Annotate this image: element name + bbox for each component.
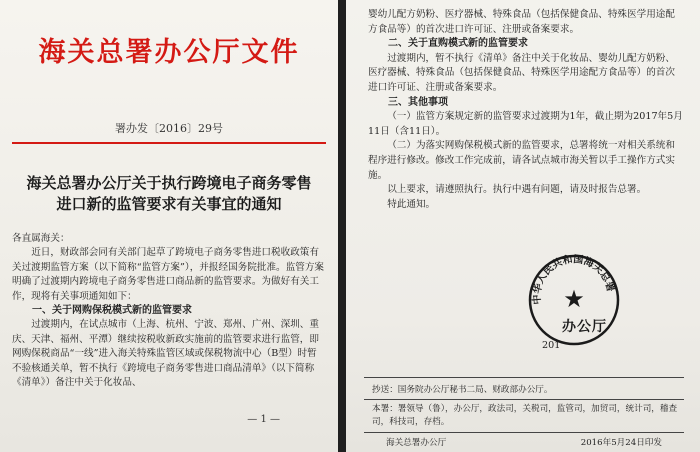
salutation: 各直属海关： bbox=[12, 233, 70, 244]
closing-line-2: 特此通知。 bbox=[387, 198, 436, 210]
cc-top-rule bbox=[364, 377, 684, 378]
send-to-line: 本署：署领导（鲁），办公厅，政法司，关税司，监管司，加贸司，统计司，稽查司，科技司，存档。 bbox=[372, 404, 678, 427]
left-page bbox=[0, 0, 338, 452]
seal-label: 办公厅 bbox=[562, 319, 607, 335]
seal-ring-text: 中华人民共和国海关总署 bbox=[531, 254, 616, 305]
item-one: （一）监管方案规定新的监管要求过渡期为1年，截止期为2017年5月11日（含11日）。 bbox=[368, 111, 683, 137]
paragraph-direct-purchase: 过渡期内，暂不执行《清单》备注中关于化妆品、婴幼儿配方奶粉、医疗器械、特殊食品（包括保健食品、特殊医学用途配方食品等）的首次进口许可证、注册或备案要求。 bbox=[368, 52, 675, 93]
section-heading-2: 二、关于直购模式新的监管要求 bbox=[388, 38, 528, 50]
red-divider-line bbox=[12, 142, 326, 144]
section-heading-3: 三、其他事项 bbox=[388, 96, 448, 108]
cc-line: 抄送：国务院办公厅秘书二局、财政部办公厅。 bbox=[372, 385, 553, 395]
footer-issuer: 海关总署办公厅 bbox=[386, 438, 447, 448]
footer-top-rule bbox=[364, 432, 684, 433]
notice-title-line-2: 进口新的监管要求有关事宜的通知 bbox=[56, 195, 282, 213]
sendto-top-rule bbox=[364, 399, 684, 400]
right-page bbox=[346, 0, 700, 452]
signature-date-fragment: 201 bbox=[542, 340, 561, 351]
footer-print-date: 2016年5月24日印发 bbox=[580, 438, 662, 448]
red-header-title: 海关总署办公厅文件 bbox=[38, 37, 300, 68]
paragraph-intro: 近日，财政部会同有关部门起草了跨境电子商务零售进口税收政策有关过渡期监管方案（以下简称“监管方案”），并报经国务院批准。监管方案明确了过渡期内跨境电子商务零售进口商品新的监管要求。为做好有关工作，现将有关事项通知如下： bbox=[12, 247, 325, 302]
right-body-text bbox=[368, 8, 684, 212]
section-heading-1: 一、关于网购保税模式新的监管要求 bbox=[32, 305, 192, 317]
item-two: （二）为落实网购保税模式新的监管要求，总署将统一对相关系统和程序进行修改。修改工作完成前，请各试点城市海关暂以手工操作方式实施。 bbox=[368, 140, 675, 181]
document-number: 署办发〔2016〕29号 bbox=[115, 122, 223, 135]
notice-title-line-1: 海关总署办公厅关于执行跨境电子商务零售 bbox=[26, 174, 312, 192]
paragraph-bonded: 过渡期内，在试点城市（上海、杭州、宁波、郑州、广州、深圳、重庆、天津、福州、平潭）继续按税收新政实施前的监管要求进行监管，即网购保税商品“一线”进入海关特殊监管区域或保税物流中心（B型）时暂不验核通关单，暂不执行《跨境电子商务零售进口商品清单》（以下简称《清单》）备注中关于化妆品、 bbox=[12, 319, 319, 389]
left-body-text bbox=[12, 232, 324, 390]
seal-star-icon: ★ bbox=[563, 285, 585, 313]
paragraph-continued: 婴幼儿配方奶粉、医疗器械、特殊食品（包括保健食品、特殊医学用途配方食品等）的首次进口许可证、注册或备案要求。 bbox=[368, 9, 675, 35]
closing-line-1: 以上要求，请遵照执行。执行中遇有问题，请及时报告总署。 bbox=[387, 184, 647, 196]
notice-title bbox=[10, 173, 328, 215]
page-number: — 1 — bbox=[247, 414, 280, 425]
